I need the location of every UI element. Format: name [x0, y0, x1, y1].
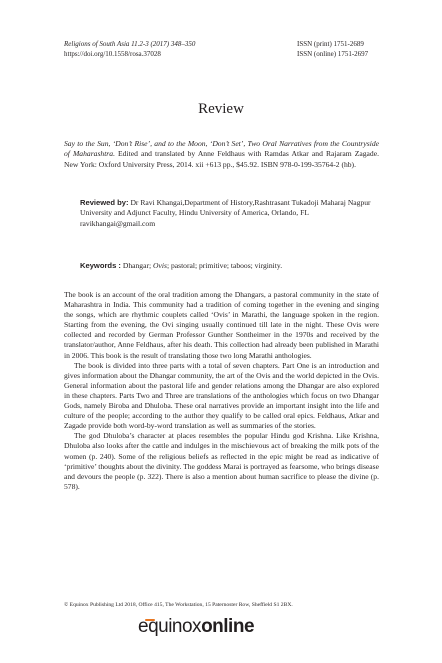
keyword-text-2: ; pastoral; primitive; taboos; virginity. — [166, 261, 283, 270]
page-title: Review — [198, 101, 244, 117]
reviewer-email[interactable]: ravikhangai@gmail.com — [80, 218, 156, 228]
keywords-label: Keywords : — [80, 261, 121, 270]
reviewer-affiliation: Dr Ravi Khangai,Department of History,Rashtrasant Tukadoji Maharaj Nagpur University and Adjunct Faculty, Hindu University of America, Orlando, FL — [80, 198, 371, 218]
book-details: Edited and translated by Anne Feldhaus with Ramdas Atkar and Rajaram Zagade. New York: Oxford University Press, 2014. xii +613 pp., $45.92. ISBN 978-0-199-35764-2 (hb). — [64, 149, 379, 169]
journal-citation: Religions of South Asia 11.2-3 (2017) 348–350 — [64, 40, 196, 48]
paragraph-1: The book is an account of the oral tradition among the Dhangars, a pastoral community in the state of Maharashtra in India. This community had a tradition of coming together in the evening and singing the songs, which are rhythmic couplets called ‘Ovis’ in Marathi, the language spoken in the region. Starting from the evening, the Ovi singing usually continued till late in the night. These Ovis were collected and recorded by German Professor Gunther Sontheimer in the 1970s and received by the translator/author, Anne Feldhaus, after his death. This collection had already been published in Marathi in 2006. This book is the result of translating those two long Marathi anthologies. — [64, 290, 379, 360]
logo-text-online: online — [201, 616, 255, 637]
copyright-footer: © Equinox Publishing Ltd 2018, Office 415, The Workstation, 15 Paternoster Row, Sheffield S1 2BX. — [64, 602, 293, 608]
keywords-block — [80, 261, 378, 271]
logo-text-equinox: equinox — [138, 616, 202, 637]
issn-online: ISSN (online) 1751-2697 — [297, 50, 369, 58]
paragraph-3: The god Dhuloba’s character at places resembles the popular Hindu god Krishna. Like Krishna, Dhuloba also looks after the cattle and indulges in the mischievous act of breaking the milk pots of the women (p. 240). Some of the religious beliefs as reflected in the epic might be read as indicative of ‘primitive’ thoughts about the divinity. The goddess Marai is portrayed as fearsome, who brings disease and devours the people (p. 322). There is also a mention about human sacrifice to please the divine (p. 578). — [64, 431, 379, 491]
issn-print: ISSN (print) 1751-2689 — [297, 40, 364, 48]
book-title: Say to the Sun, ‘Don’t Rise’, and to the Moon, ‘Don’t Set’, Two Oral Narratives from the Countryside of Maharashtra. — [64, 139, 379, 159]
review-body — [64, 290, 379, 492]
reviewer-block — [80, 198, 378, 229]
paragraph-2: The book is divided into three parts with a total of seven chapters. Part One is an introduction and gives information about the Dhangar community, the art of the Ovis and the world depicted in the Ovis. General information about the pastoral life and gender relations among the Dhangar are also explored in these chapters. Parts Two and Three are translations of the anthologies which focus on two Dhangar Gods, namely Biroba and Dhuloba. These oral narratives provide an important insight into the life and culture of the people; according to the author they qualify to be called oral epics. Feldhaus, Atkar and Zagade provide both word-by-word translation as well as summaries of the stories. — [64, 360, 379, 431]
keyword-text-1: Dhangar; — [122, 261, 152, 270]
keyword-ovis: Ovis — [153, 261, 167, 270]
doi-link[interactable]: https://doi.org/10.1558/rosa.37028 — [64, 50, 161, 58]
book-citation — [64, 139, 379, 170]
reviewer-label: Reviewed by: — [80, 198, 129, 207]
equinox-logo — [138, 616, 308, 638]
